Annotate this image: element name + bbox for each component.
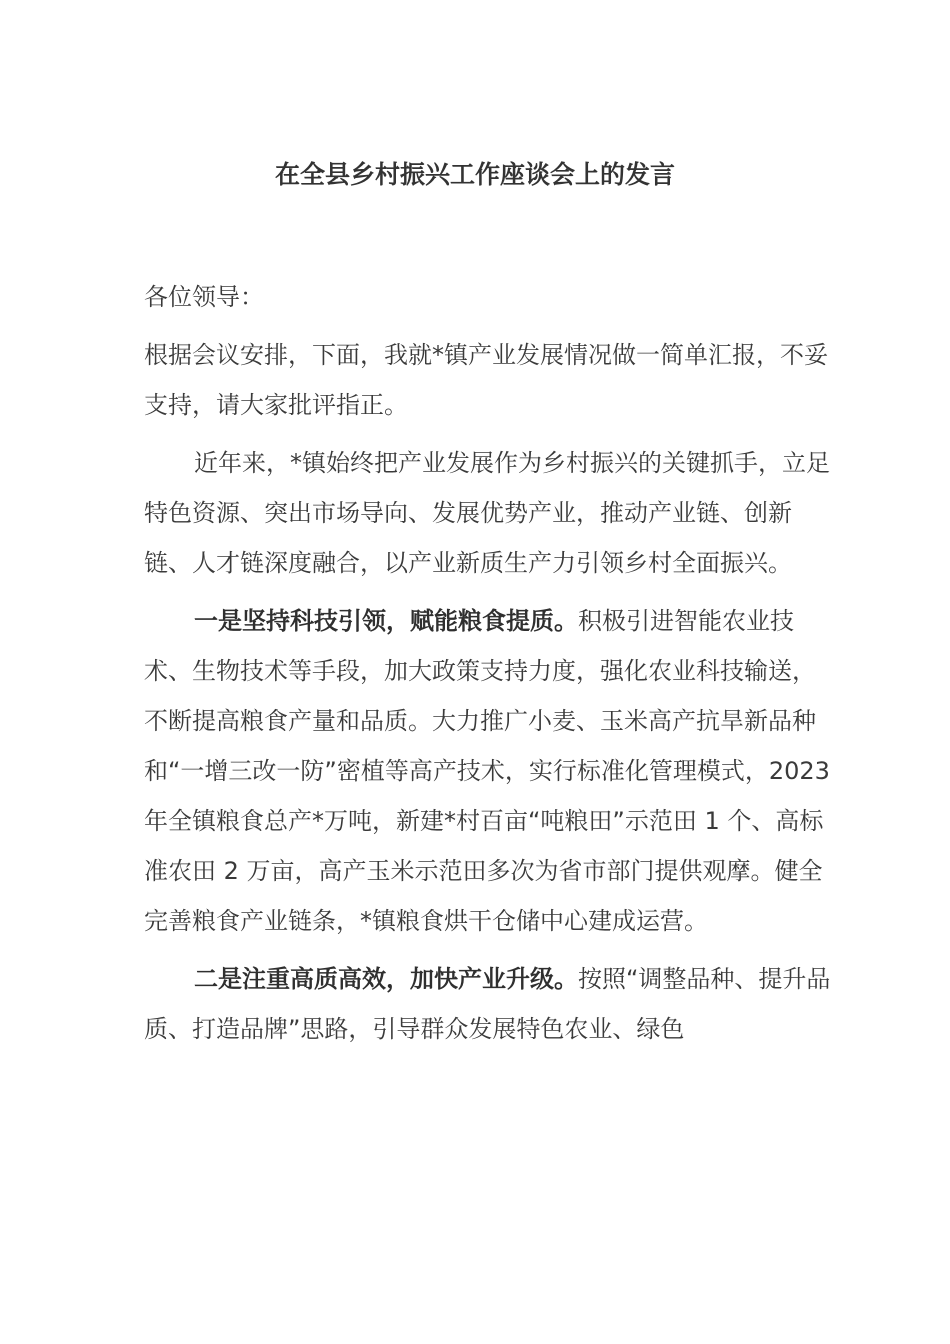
salutation: 各位领导： (144, 283, 264, 311)
section-2-text: 按照“调整品种、提升品质、打造品牌”思路，引导群众发展特色农业、绿色 (144, 965, 831, 1043)
section-2-lead: 二是注重高质高效，加快产业升级。 (194, 965, 578, 993)
section-1-paragraph (144, 596, 834, 946)
section-1-text: 积极引进智能农业技术、生物技术等手段，加大政策支持力度，强化农业科技输送，不断提高粮食产量和品质。大力推广小麦、玉米高产抗旱新品种和“一增三改一防”密植等高产技术，实行标准化管理模式，2023 年全镇粮食总产*万吨，新建*村百亩“吨粮田”示范田 1 个、高标准农田 2 万亩，高产玉米示范田多次为省市部门提供观摩。健全完善粮食产业链条，*镇粮食烘干仓储中心建成运营。 (144, 607, 830, 935)
overview-paragraph: 近年来，*镇始终把产业发展作为乡村振兴的关键抓手，立足特色资源、突出市场导向、发展优势产业，推动产业链、创新链、人才链深度融合，以产业新质生产力引领乡村全面振兴。 (144, 449, 830, 577)
document-body (144, 272, 834, 1054)
intro-paragraph: 根据会议安排，下面，我就*镇产业发展情况做一简单汇报，不妥支持，请大家批评指正。 (144, 341, 828, 419)
section-2-paragraph (144, 954, 834, 1054)
section-1-lead: 一是坚持科技引领，赋能粮食提质。 (194, 607, 578, 635)
document-title: 在全县乡村振兴工作座谈会上的发言 (274, 160, 675, 189)
